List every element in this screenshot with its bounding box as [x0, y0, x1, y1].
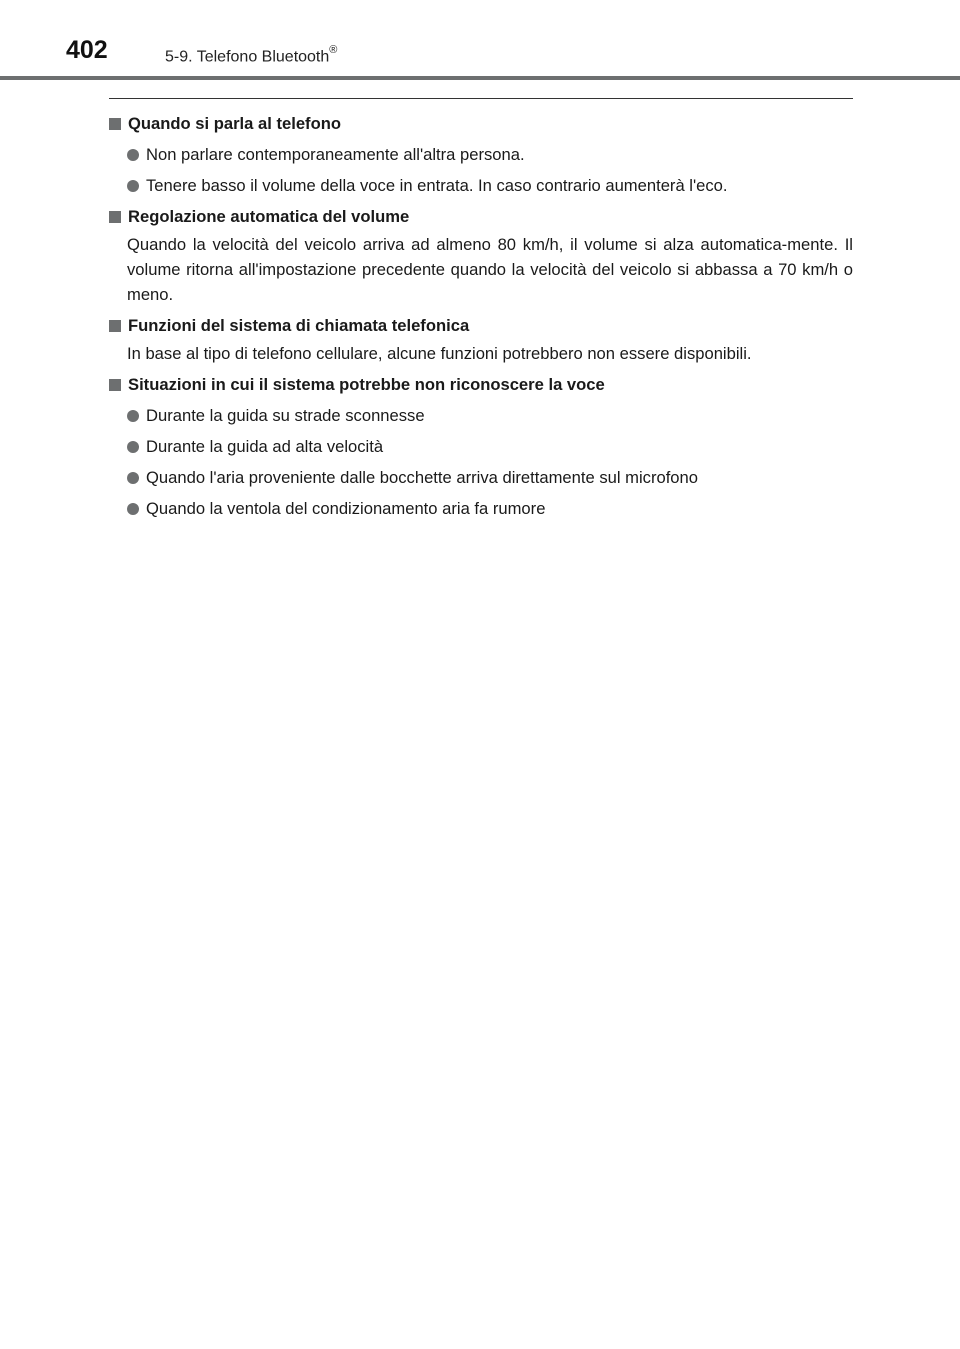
list-item: [127, 496, 853, 521]
list-item: [127, 434, 853, 459]
list-item-text: Non parlare contemporaneamente all'altra persona.: [146, 145, 525, 164]
list-item: [127, 403, 853, 428]
circle-bullet-icon: [127, 472, 139, 484]
list-item-text: Tenere basso il volume della voce in entrata. In caso contrario aumenterà l'eco.: [146, 176, 728, 195]
square-bullet-icon: [109, 118, 121, 130]
registered-mark: ®: [329, 44, 338, 56]
list-item-text: Quando la ventola del condizionamento aria fa rumore: [146, 499, 546, 518]
circle-bullet-icon: [127, 441, 139, 453]
heading-text: Regolazione automatica del volume: [128, 207, 410, 226]
list-item-text: Durante la guida ad alta velocità: [146, 437, 384, 456]
square-bullet-icon: [109, 379, 121, 391]
list-item: [127, 173, 853, 198]
page-header: [0, 0, 960, 80]
section-heading: [109, 372, 853, 397]
square-bullet-icon: [109, 211, 121, 223]
circle-bullet-icon: [127, 149, 139, 161]
page-number: 402: [66, 36, 108, 64]
section-heading: [109, 204, 853, 229]
list-item-text: Quando l'aria proveniente dalle bocchette arriva direttamente sul microfono: [146, 468, 698, 487]
header-rule: [0, 76, 960, 80]
section-title-text: 5-9. Telefono Bluetooth: [165, 48, 330, 66]
square-bullet-icon: [109, 320, 121, 332]
content: [109, 111, 853, 521]
list-item: [127, 142, 853, 167]
circle-bullet-icon: [127, 503, 139, 515]
section-paragraph: In base al tipo di telefono cellulare, alcune funzioni potrebbero non essere disponibili.: [127, 344, 752, 363]
section-heading: [109, 111, 853, 136]
heading-text: Situazioni in cui il sistema potrebbe non riconoscere la voce: [128, 375, 605, 394]
section-heading: [109, 313, 853, 338]
circle-bullet-icon: [127, 180, 139, 192]
heading-text: Quando si parla al telefono: [128, 114, 341, 133]
content-top-rule: [109, 98, 853, 99]
list-item: [127, 465, 853, 490]
circle-bullet-icon: [127, 410, 139, 422]
section-paragraph: Quando la velocità del veicolo arriva ad almeno 80 km/h, il volume si alza automatica-mente. Il volume ritorna all'impostazione precedente quando la velocità del veicolo si abbassa a 70 km/h o meno.: [127, 235, 853, 304]
heading-text: Funzioni del sistema di chiamata telefonica: [128, 316, 470, 335]
section-title: [165, 46, 337, 66]
list-item-text: Durante la guida su strade sconnesse: [146, 406, 425, 425]
